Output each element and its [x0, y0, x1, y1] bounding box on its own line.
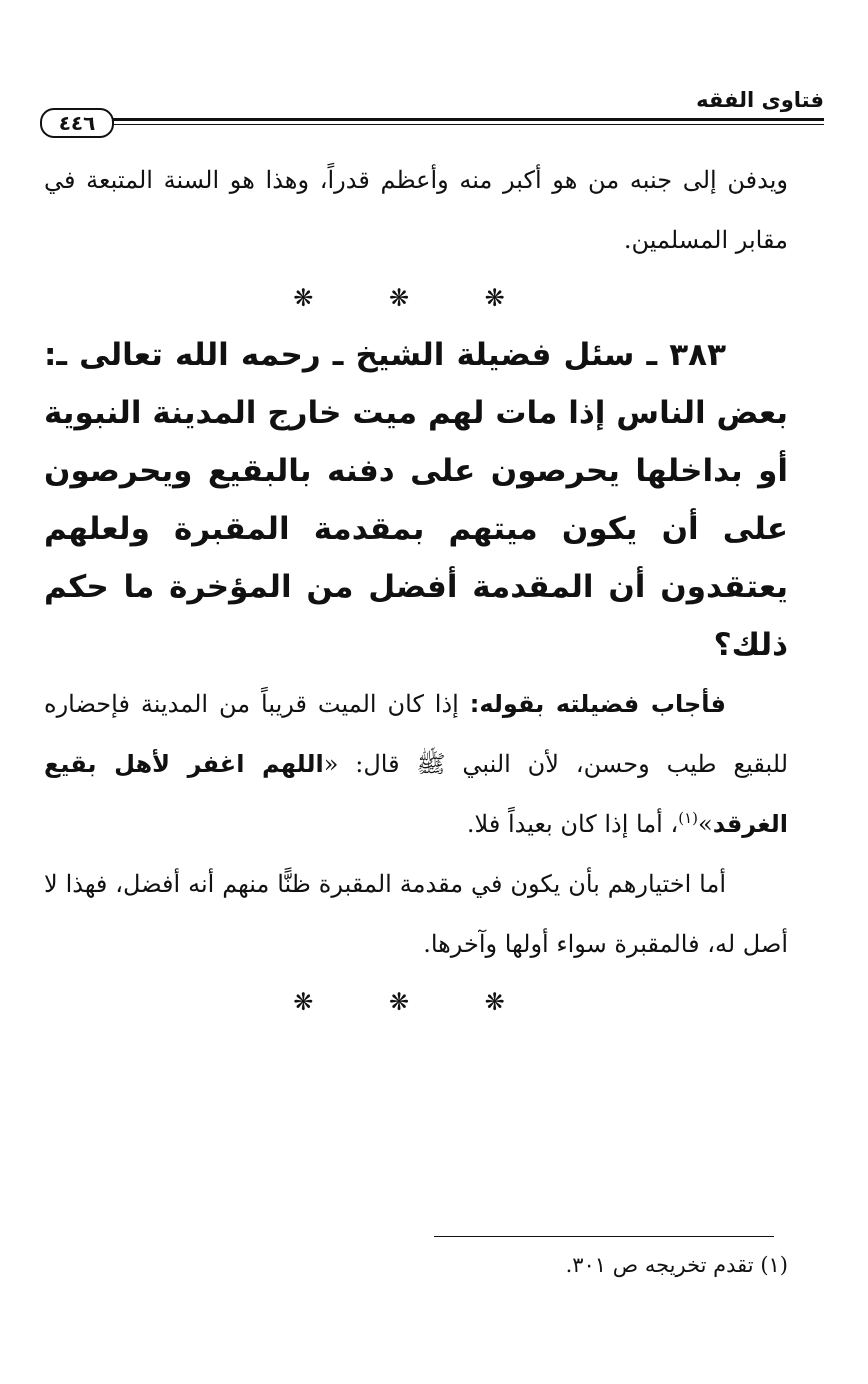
footnote-rule — [434, 1236, 774, 1237]
end-separator: ❋ ❋ ❋ — [293, 988, 539, 1016]
question-paragraph: ٣٨٣ ـ سئل فضيلة الشيخ ـ رحمه الله تعالى ـ: بعض الناس إذا مات لهم ميت خارج المدينة النبوية أو بداخلها يحرصون على دفنه بالبقيع ويحرصون على أن يكون ميتهم بمقدمة المقبرة ولعلهم يعتقدون أن المقدمة أفضل من المؤخرة ما حكم ذلك؟ — [44, 337, 788, 663]
footnote-reference: (١) — [678, 809, 699, 827]
page-body — [44, 150, 788, 1030]
page-header — [40, 84, 824, 136]
answer-text: إذا كان الميت قريباً من المدينة فإحضاره للبقيع طيب وحسن، لأن النبي ﷺ قال: « — [44, 690, 789, 778]
header-rule-thin — [110, 124, 824, 125]
answer-lead: فأجاب فضيلته بقوله: — [469, 690, 726, 718]
book-title: فتاوى الفقه — [696, 88, 824, 112]
answer-text-end: ، أما إذا كان بعيداً فلا. — [466, 810, 679, 838]
hadith-quote: اللهم اغفر لأهل بقيع الغرقد — [44, 750, 788, 838]
quote-close: » — [698, 810, 713, 838]
header-rule — [110, 118, 824, 121]
section-separator: ❋ ❋ ❋ — [293, 284, 539, 312]
second-paragraph: أما اختيارهم بأن يكون في مقدمة المقبرة ظنًّا منهم أنه أفضل، فهذا لا أصل له، فالمقبرة سواء أولها وآخرها. — [44, 870, 788, 958]
continuation-paragraph: ويدفن إلى جنبه من هو أكبر منه وأعظم قدراً، وهذا هو السنة المتبعة في مقابر المسلمين. — [44, 166, 788, 254]
footnote: (١) تقدم تخريجه ص ٣٠١. — [565, 1253, 788, 1277]
page-number: ٤٤٦ — [40, 108, 114, 138]
answer-paragraph — [44, 674, 788, 854]
